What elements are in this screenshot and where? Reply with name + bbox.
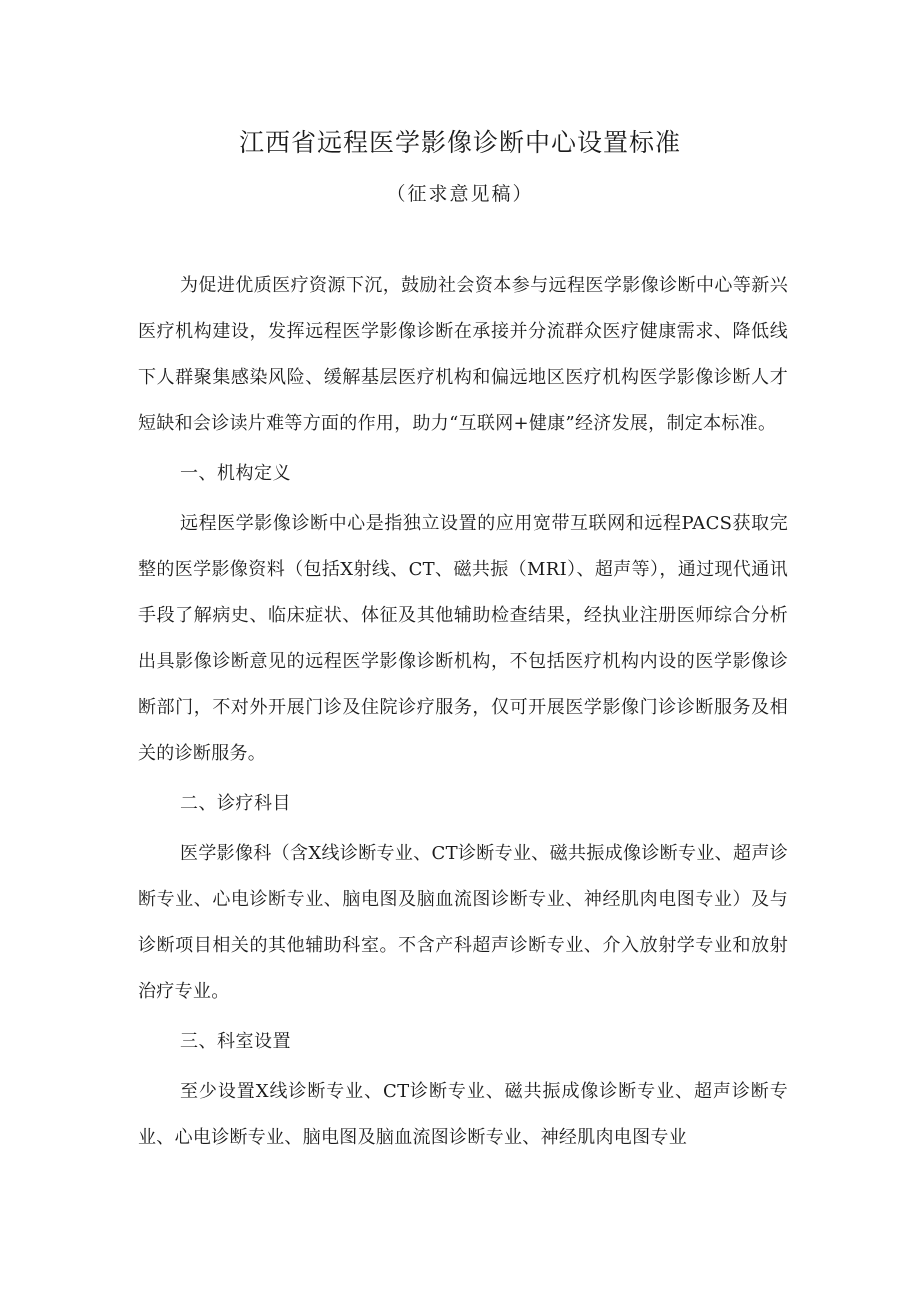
section-heading-definition: 一、机构定义 <box>180 463 291 484</box>
intro-paragraph: 为促进优质医疗资源下沉，鼓励社会资本参与远程医学影像诊断中心等新兴医疗机构建设，发挥远程医学影像诊断在承接并分流群众医疗健康需求、降低线下人群聚集感染风险、缓解基层医疗机构和偏远地区医疗机构医学影像诊断人才短缺和会诊读片难等方面的作用，助力“互联网+健康”经济发展，制定本标准。 <box>138 275 788 434</box>
document-title: 江西省远程医学影像诊断中心设置标准 <box>238 128 681 157</box>
section-heading-departments: 二、诊疗科目 <box>180 793 291 814</box>
section-text-departments: 医学影像科（含X线诊断专业、CT诊断专业、磁共振成像诊断专业、超声诊断专业、心电诊断专业、脑电图及脑血流图诊断专业、神经肌肉电图专业）及与诊断项目相关的其他辅助科室。不含产科超声诊断专业、介入放射学专业和放射治疗专业。 <box>138 843 788 1002</box>
section-text-setup: 至少设置X线诊断专业、CT诊断专业、磁共振成像诊断专业、超声诊断专业、心电诊断专业、脑电图及脑血流图诊断专业、神经肌肉电图专业 <box>138 1081 788 1148</box>
document-body <box>138 263 788 1161</box>
section-heading-setup: 三、科室设置 <box>180 1031 291 1052</box>
section-text-definition: 远程医学影像诊断中心是指独立设置的应用宽带互联网和远程PACS获取完整的医学影像资料（包括X射线、CT、磁共振（MRI）、超声等），通过现代通讯手段了解病史、临床症状、体征及其他辅助检查结果，经执业注册医师综合分析出具影像诊断意见的远程医学影像诊断机构，不包括医疗机构内设的医学影像诊断部门，不对外开展门诊及住院诊疗服务，仅可开展医学影像门诊诊断服务及相关的诊断服务。 <box>138 513 788 764</box>
document-subtitle: （征求意见稿） <box>386 183 534 205</box>
